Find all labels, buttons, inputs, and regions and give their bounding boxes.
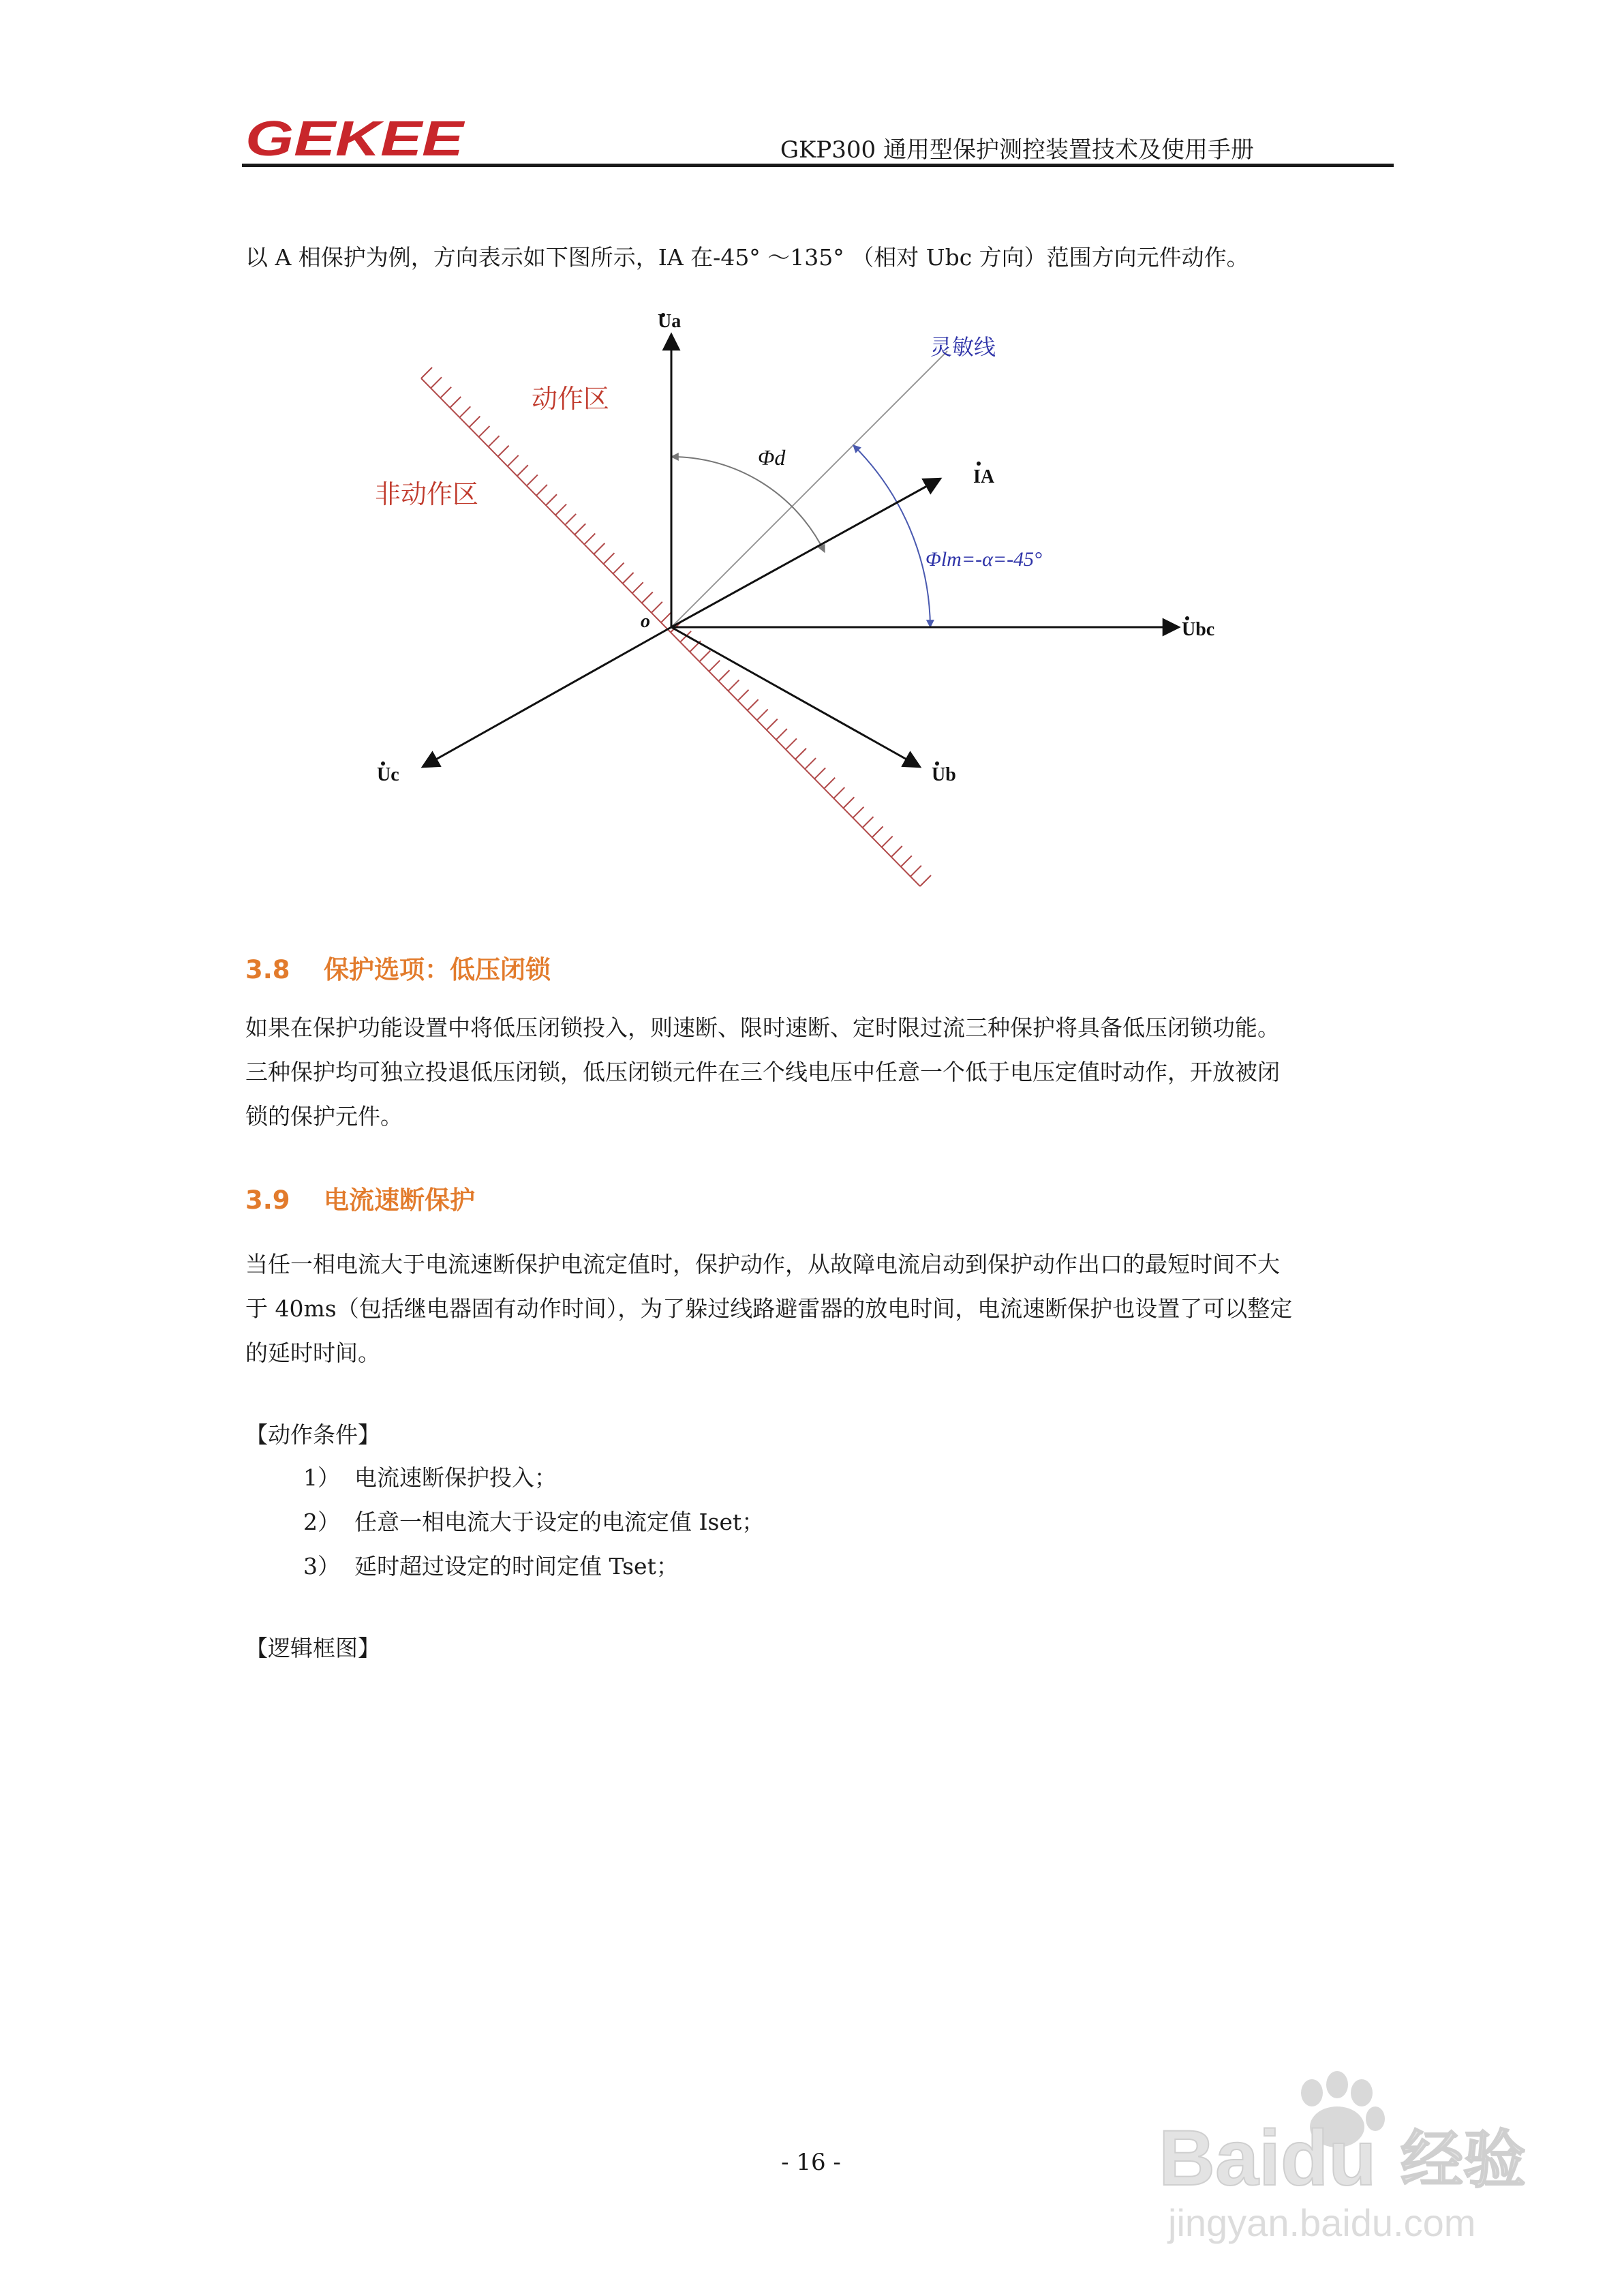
- hatch-tick: [632, 582, 643, 593]
- hatch-tick: [527, 475, 538, 486]
- hatch-tick: [603, 553, 614, 564]
- hatch-tick: [767, 719, 778, 730]
- watermark-brand: Baidu: [1159, 2115, 1377, 2202]
- hatch-tick: [517, 465, 528, 476]
- section-3-9-line-2: 于 40ms（包括继电器固有动作时间），为了躲过线路避雷器的放电时间，电流速断保护也设置了可以整定: [245, 1295, 1293, 1322]
- hatch-tick: [853, 807, 863, 818]
- hatch-tick: [536, 485, 547, 496]
- condition-item: [303, 1544, 679, 1588]
- hatch-tick: [757, 709, 768, 720]
- phasor-diagram: [327, 286, 1254, 907]
- logic-diagram-heading: [245, 1626, 1390, 1670]
- hatch-tick: [748, 699, 759, 710]
- hatch-tick: [613, 563, 624, 574]
- hatch-tick: [805, 758, 816, 769]
- section-3-8-line-1: 如果在保护功能设置中将低压闭锁投入，则速断、限时速断、定时限过流三种保护将具备低压闭锁功能。: [245, 1014, 1280, 1041]
- hatch-tick: [469, 417, 480, 427]
- phi-d-label: Φd: [758, 445, 786, 470]
- condition-text: 延时超过设定的时间定值 Tset；: [354, 1553, 679, 1580]
- hatch-tick: [652, 602, 662, 613]
- condition-number: 3）: [303, 1553, 340, 1580]
- origin-label: o: [641, 611, 650, 632]
- hatch-tick: [709, 661, 720, 671]
- hatch-tick: [459, 406, 470, 417]
- intro-text: 以 A 相保护为例，方向表示如下图所示，IA 在-45° ～135° （相对 Ubc 方向）范围方向元件动作。: [245, 244, 1249, 271]
- ua-label: Ua: [658, 311, 682, 332]
- section-3-8-heading: [245, 949, 551, 986]
- hatch-tick: [911, 866, 921, 877]
- hatch-tick: [795, 749, 806, 759]
- condition-text: 任意一相电流大于设定的电流定值 Iset；: [354, 1509, 765, 1535]
- section-3-9-title: 电流速断保护: [324, 1185, 475, 1215]
- section-3-8-line-3: 锁的保护元件。: [245, 1103, 403, 1130]
- gekee-logo: [244, 115, 469, 162]
- phi-lm-label: Φlm=-α=-45°: [925, 548, 1043, 571]
- hatch-tick: [843, 797, 854, 808]
- section-3-8-line-2: 三种保护均可独立投退低压闭锁，低压闭锁元件在三个线电压中任意一个低于电压定值时动作，开放被闭: [245, 1059, 1280, 1085]
- watermark-url: jingyan.baidu.com: [1168, 2201, 1476, 2244]
- hatch-tick: [824, 778, 835, 789]
- section-3-9-heading: [245, 1179, 475, 1216]
- hatch-tick: [478, 426, 489, 437]
- header-divider: [242, 164, 1394, 167]
- hatch-tick: [498, 446, 509, 457]
- condition-item: [303, 1500, 764, 1544]
- non-action-zone-label: 非动作区: [375, 479, 479, 509]
- hatch-tick: [863, 817, 874, 828]
- hatch-tick: [555, 504, 566, 515]
- hatch-tick: [814, 768, 825, 779]
- phi-d-arc: [671, 457, 825, 552]
- phi-lm-arc: [853, 445, 930, 627]
- condition-item: [303, 1455, 557, 1500]
- hatch-tick: [508, 455, 519, 466]
- uc-label: Uc: [377, 764, 399, 785]
- hatch-tick: [776, 729, 787, 740]
- section-3-8-number: 3.8: [245, 955, 290, 984]
- section-3-9-line-3: 的延时时间。: [245, 1340, 380, 1366]
- hatch-tick: [489, 436, 500, 447]
- hatch-tick: [833, 787, 844, 798]
- ubc-label: Ubc: [1182, 619, 1215, 640]
- hatch-tick: [594, 543, 605, 554]
- condition-number: 2）: [303, 1509, 340, 1535]
- section-3-9-body: [245, 1242, 1390, 1375]
- ub-label: Ub: [932, 764, 956, 785]
- ia-phasor: [671, 479, 940, 627]
- logic-heading-text: 【逻辑框图】: [245, 1635, 380, 1661]
- watermark-jingyan: 经验: [1401, 2124, 1527, 2196]
- page-number: - 16 -: [781, 2149, 841, 2176]
- intro-paragraph: [245, 235, 1390, 280]
- section-3-9-number: 3.9: [245, 1185, 290, 1215]
- action-zone-label: 动作区: [532, 384, 610, 414]
- hatch-tick: [786, 738, 797, 749]
- hatch-tick: [891, 846, 902, 857]
- document-title: GKP300 通用型保护测控装置技术及使用手册: [780, 136, 1254, 164]
- hatch-tick: [546, 494, 557, 505]
- hatch-tick: [642, 592, 653, 603]
- hatch-tick: [920, 875, 931, 886]
- section-3-8-title: 保护选项：低压闭锁: [324, 955, 551, 984]
- ub-phasor: [671, 627, 920, 767]
- hatch-tick: [450, 397, 461, 408]
- hatch-tick: [699, 650, 710, 661]
- sensitive-line: [671, 351, 947, 627]
- hatch-tick: [565, 514, 576, 525]
- hatch-tick: [882, 836, 893, 847]
- condition-number: 1）: [303, 1464, 340, 1491]
- hatch-tick: [584, 534, 595, 545]
- gekee-logo-text: GEKEE: [245, 115, 465, 162]
- hatch-tick: [738, 690, 749, 701]
- hatch-tick: [623, 573, 634, 584]
- hatch-tick: [421, 367, 432, 378]
- hatch-tick: [872, 826, 883, 837]
- uc-phasor: [423, 627, 671, 767]
- hatch-tick: [728, 680, 739, 691]
- condition-text: 电流速断保护投入；: [354, 1464, 557, 1491]
- sensitive-line-label: 灵敏线: [930, 334, 996, 360]
- section-3-9-line-1: 当任一相电流大于电流速断保护电流定值时，保护动作，从故障电流启动到保护动作出口的最短时间不大: [245, 1251, 1280, 1278]
- hatch-tick: [718, 670, 729, 681]
- hatch-tick: [575, 524, 585, 534]
- ia-dot: [977, 462, 981, 466]
- ia-label: IA: [973, 466, 995, 487]
- baidu-jingyan-watermark: [1159, 2066, 1540, 2250]
- hatch-tick: [901, 856, 912, 866]
- conditions-heading: [245, 1413, 1390, 1457]
- hatch-tick: [431, 377, 442, 388]
- hatch-tick: [440, 387, 451, 398]
- section-3-8-body: [245, 1006, 1390, 1138]
- conditions-heading-text: 【动作条件】: [245, 1421, 380, 1448]
